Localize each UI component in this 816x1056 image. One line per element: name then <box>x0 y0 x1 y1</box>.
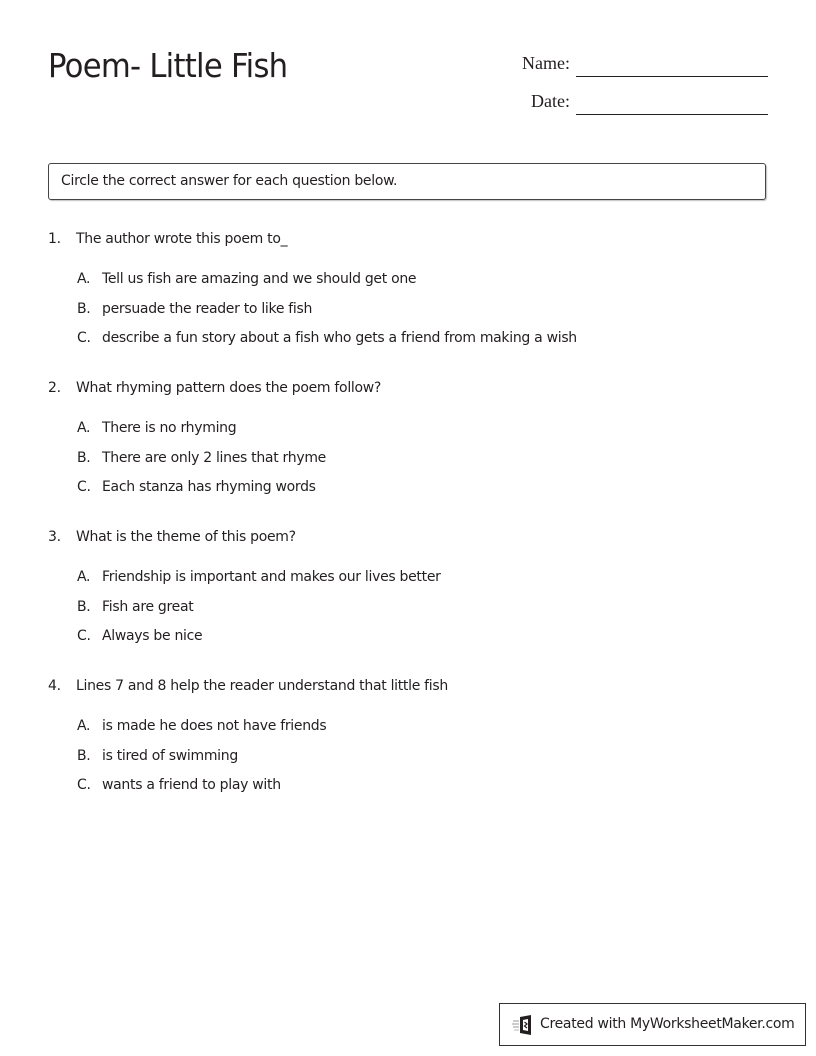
question-number: 3. <box>48 529 61 545</box>
option-letter: C. <box>77 479 91 495</box>
option-text: Always be nice <box>102 628 203 644</box>
date-label: Date: <box>531 91 570 111</box>
name-field <box>480 53 570 75</box>
option-text: Each stanza has rhyming words <box>102 479 316 495</box>
option-letter: A. <box>77 271 91 287</box>
question-text: What is the theme of this poem? <box>76 529 296 545</box>
instructions-text: Circle the correct answer for each question below. <box>61 173 398 189</box>
option-letter: A. <box>77 718 91 734</box>
question-text: What rhyming pattern does the poem follow? <box>76 380 382 396</box>
question-text: The author wrote this poem to_ <box>76 231 288 247</box>
name-line[interactable] <box>576 76 768 77</box>
name-label: Name: <box>522 53 570 73</box>
option-letter: C. <box>77 330 91 346</box>
footer-text: Created with MyWorksheetMaker.com <box>540 1016 795 1032</box>
option-letter: B. <box>77 301 91 317</box>
question-number: 4. <box>48 678 61 694</box>
worksheet-maker-logo-icon <box>512 1015 534 1035</box>
option-text: persuade the reader to like fish <box>102 301 313 317</box>
question-number: 2. <box>48 380 61 396</box>
option-text: There is no rhyming <box>102 420 237 436</box>
option-text: Tell us fish are amazing and we should get one <box>102 271 417 287</box>
option-text: There are only 2 lines that rhyme <box>102 450 326 466</box>
option-letter: B. <box>77 748 91 764</box>
question-text: Lines 7 and 8 help the reader understand that little fish <box>76 678 448 694</box>
question-number: 1. <box>48 231 61 247</box>
option-letter: B. <box>77 599 91 615</box>
option-text: Friendship is important and makes our lives better <box>102 569 441 585</box>
option-letter: C. <box>77 777 91 793</box>
option-text: is made he does not have friends <box>102 718 327 734</box>
date-line[interactable] <box>576 114 768 115</box>
option-letter: C. <box>77 628 91 644</box>
date-field <box>480 91 570 113</box>
option-text: is tired of swimming <box>102 748 238 764</box>
instructions-box <box>48 163 766 200</box>
option-text: describe a fun story about a fish who gets a friend from making a wish <box>102 330 577 346</box>
option-text: Fish are great <box>102 599 194 615</box>
footer-badge[interactable] <box>499 1003 806 1046</box>
option-text: wants a friend to play with <box>102 777 281 793</box>
option-letter: A. <box>77 569 91 585</box>
option-letter: A. <box>77 420 91 436</box>
option-letter: B. <box>77 450 91 466</box>
page-title: Poem- Little Fish <box>48 46 288 85</box>
